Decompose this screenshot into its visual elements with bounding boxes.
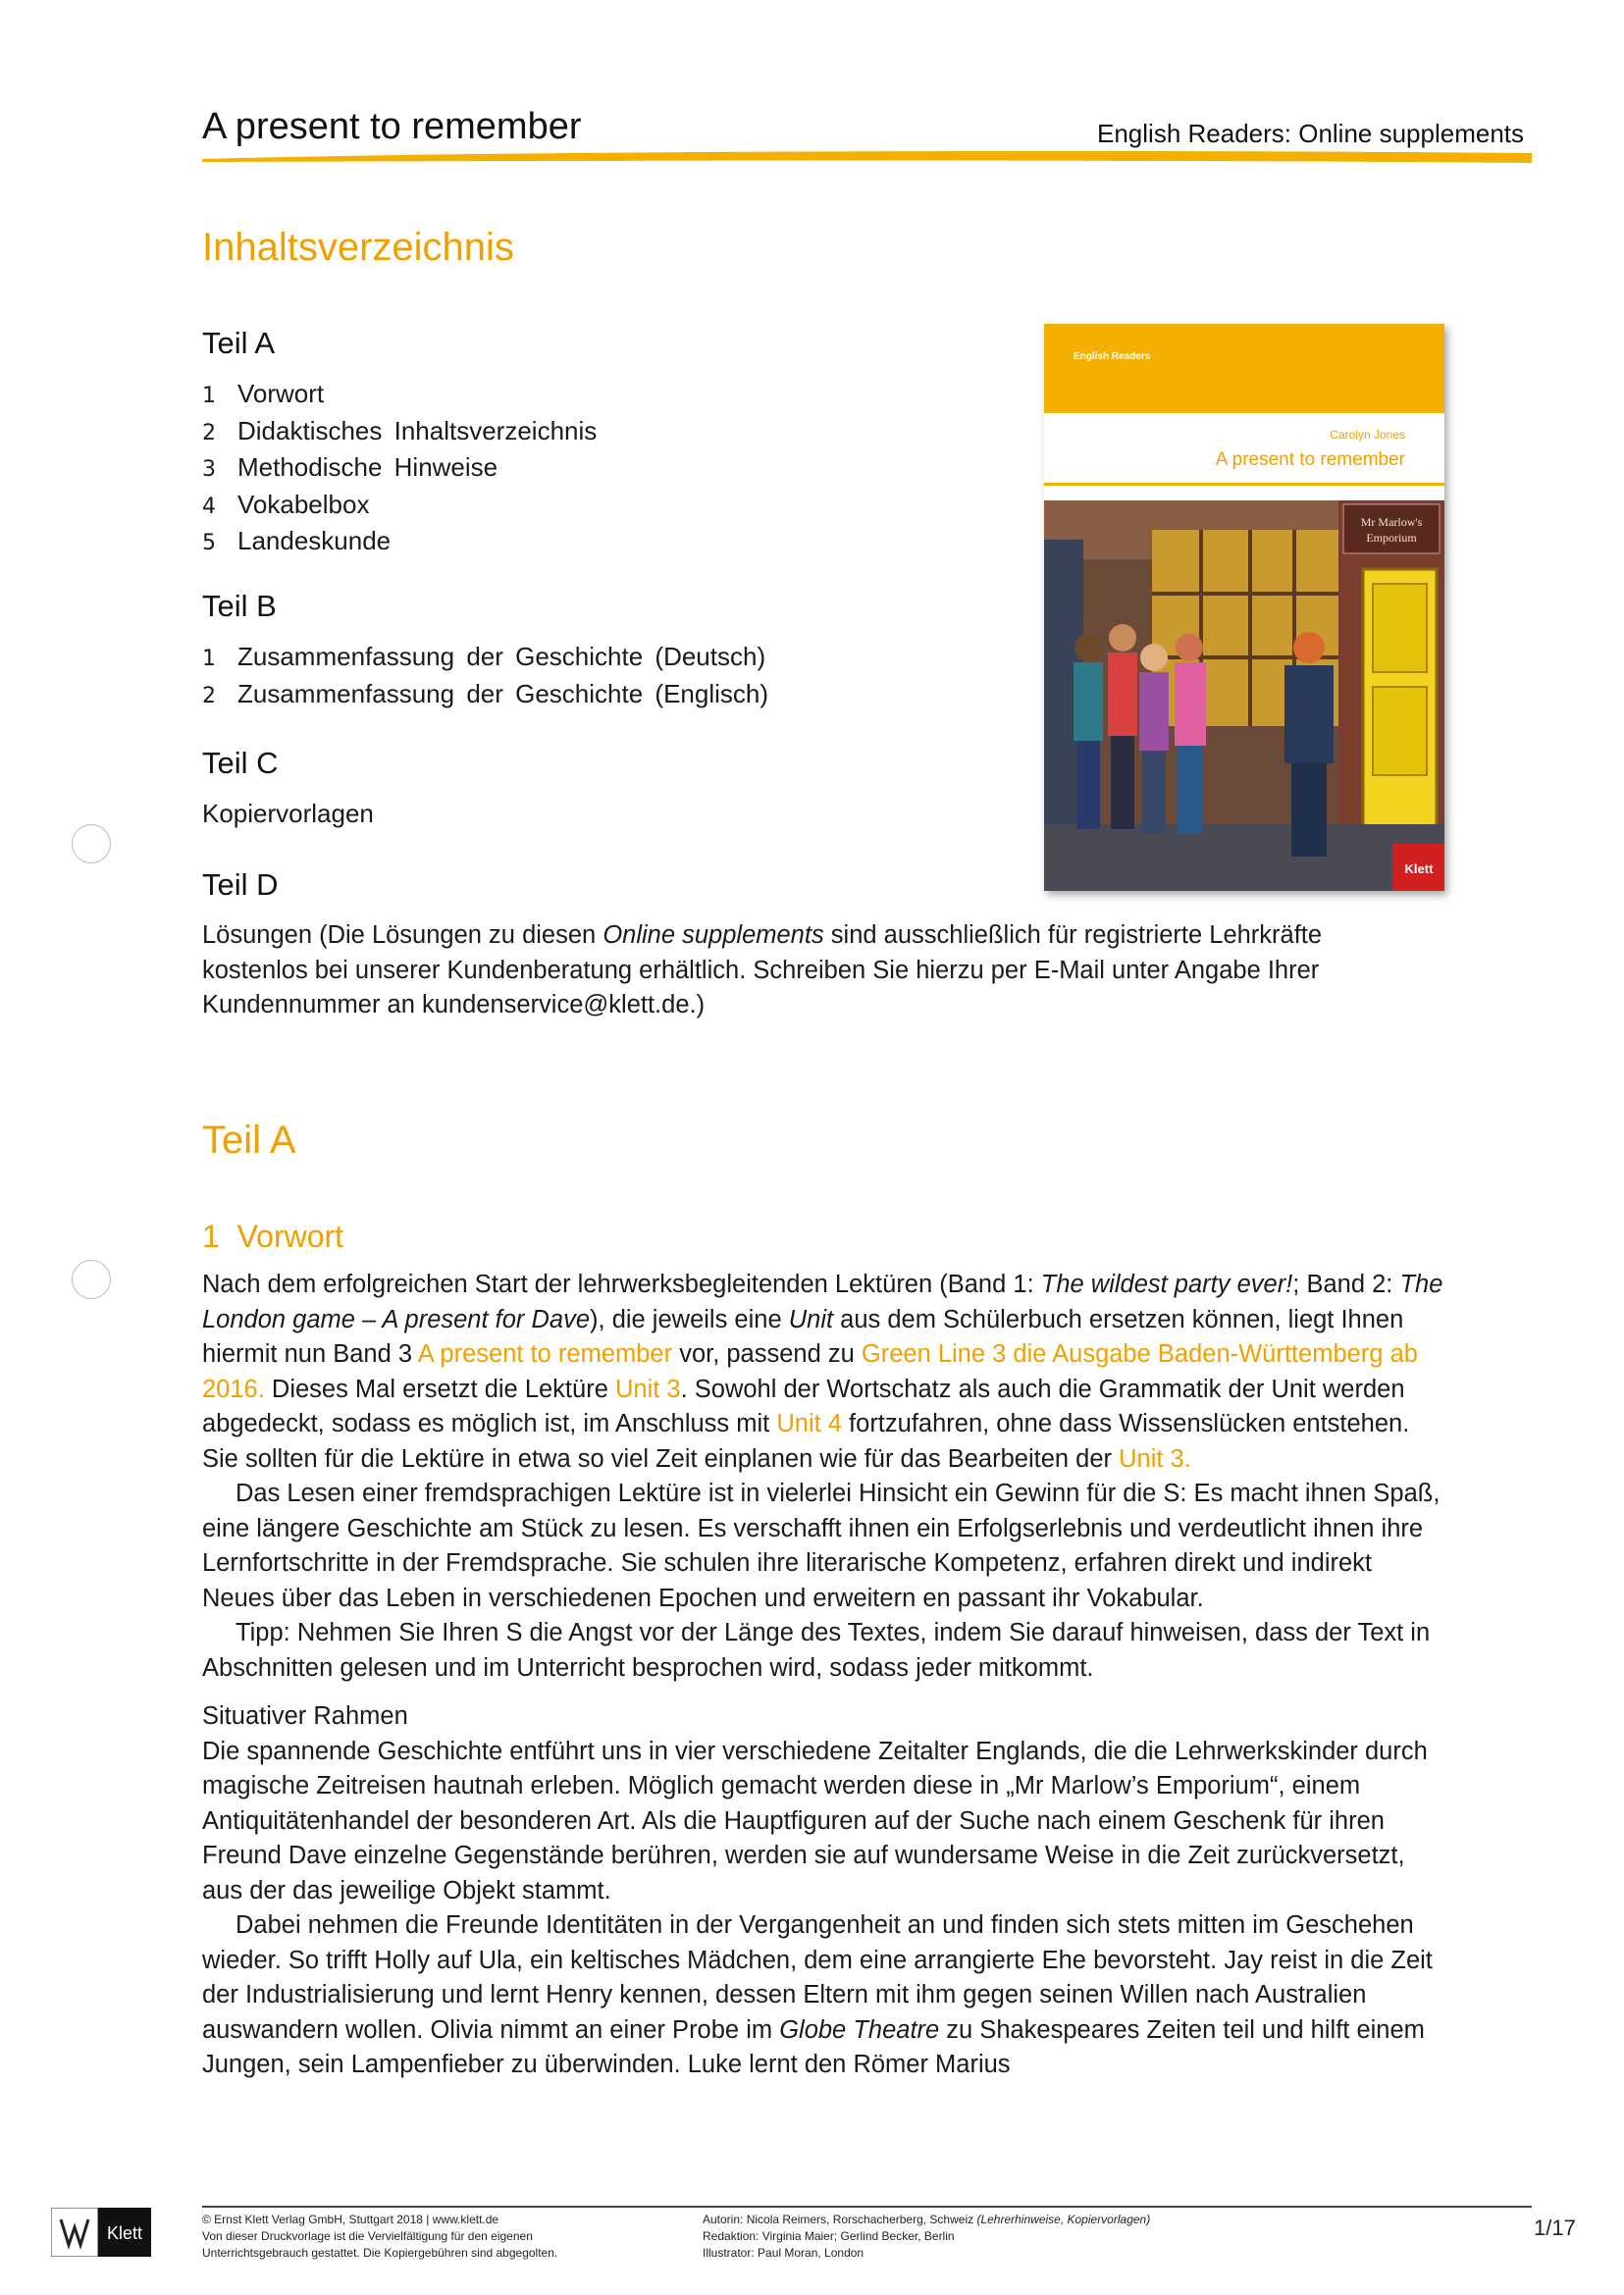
italic-run: (Lehrerhinweise, Kopiervorlagen): [976, 2213, 1151, 2226]
highlight-run: Unit 3: [614, 1375, 681, 1403]
footer-copy-note: Von dieser Druckvorlage ist die Vervielfältigung für den eigenen: [202, 2229, 533, 2243]
text-run: sind ausschließlich für registrierte Lehrkräfte kostenlos bei unserer Kundenberatung erhältlich. Schreiben Sie hierzu per E-Mail unter Angabe Ihrer Kundennummer an kundenservice@klett.de.): [202, 921, 1323, 1018]
toc-item-label: Vokabelbox: [237, 489, 370, 519]
subsection-title: Vorwort: [236, 1219, 344, 1254]
subsection-heading: [202, 1219, 343, 1255]
text-run: Dabei nehmen die Freunde Identitäten in der Vergangenheit an und finden sich stets mitten im Geschehen wieder. So trifft Holly auf Ula, ein keltisches Mädchen, dem eine arrangierte Ehe bevorsteht. Jay reist in die Zeit der Industrialisierung und lernt Henry kennen, dessen Eltern mit ihm gegen seinen Willen nach Australien auswandern wollen. Olivia nimmt an einer Probe im: [202, 1911, 1433, 2044]
footer-copyright-block: [202, 2212, 557, 2262]
paragraph: [202, 1268, 1448, 1477]
footer-copy-note: Unterrichtsgebrauch gestattet. Die Kopiergebühren sind abgegolten.: [202, 2246, 558, 2260]
svg-text:Mr Marlow's: Mr Marlow's: [1360, 515, 1423, 529]
italic-run: Online supplements: [602, 921, 824, 949]
footer-copyright: © Ernst Klett Verlag GmbH, Stuttgart 2018 | www.klett.de: [202, 2213, 499, 2226]
footer-rule: [202, 2206, 1532, 2208]
footer-credits-block: [703, 2212, 1150, 2262]
toc-teil-b-label: Teil B: [202, 589, 277, 623]
italic-run: The London game – A present for Dave: [202, 1271, 1443, 1333]
toc-item-num: 1: [202, 384, 216, 408]
klett-logo: [51, 2208, 151, 2257]
toc-teil-a-label: Teil A: [202, 326, 276, 360]
section-heading-teil-a: Teil A: [202, 1119, 296, 1162]
text-run: ), die jeweils eine: [590, 1305, 789, 1333]
text-run: . Sowohl der Wortschatz als auch die Grammatik der Unit werden abgedeckt, sodass es möglich ist, im Anschluss mit: [202, 1375, 1405, 1437]
italic-run: Unit: [788, 1305, 834, 1333]
subsection-number: 1: [202, 1219, 220, 1254]
cover-title: A present to remember: [1215, 449, 1405, 470]
series-label: English Readers: Online supplements: [1097, 119, 1525, 148]
cover-top-band: [1044, 324, 1444, 413]
punch-hole-mark: [72, 1260, 111, 1299]
paragraph: [202, 1908, 1448, 2083]
text-run: zu Shakespeares Zeiten teil und hilft einem Jungen, sein Lampenfieber zu überwinden. Luke lernt den Römer Marius: [202, 2015, 1425, 2078]
cover-publisher: Klett: [1404, 861, 1434, 876]
toc-item-label: Zusammenfassung der Geschichte (Deutsch): [237, 642, 766, 671]
highlight-run: Unit 4: [776, 1410, 842, 1437]
footer-editor: Redaktion: Virginia Maier; Gerlind Becker, Berlin: [703, 2229, 955, 2243]
toc-item-label: Vorwort: [237, 379, 325, 408]
cover-separator: [1044, 483, 1444, 486]
text-run: fortzufahren, ohne dass Wissenslücken entstehen. Sie sollten für die Lektüre in etwa so viel Zeit einplanen wie für das Bearbeiten der: [202, 1410, 1410, 1473]
paragraph: Tipp: Nehmen Sie Ihren S die Angst vor der Länge des Textes, indem Sie darauf hinweisen, dass der Text in Abschnitten gelesen und im Unterricht besprochen wird, sodass jeder mitkommt.: [202, 1619, 1431, 1682]
toc-item-num: 2: [202, 420, 216, 445]
highlight-run: Green Line 3 die Ausgabe Baden-Württemberg ab 2016.: [202, 1340, 1418, 1403]
toc-item: [202, 450, 597, 488]
highlight-run: Unit 3.: [1119, 1444, 1191, 1473]
page-number: 1/17: [1534, 2216, 1576, 2240]
toc-item: [202, 488, 597, 525]
toc-heading: Inhaltsverzeichnis: [202, 226, 514, 269]
document-title: A present to remember: [202, 106, 582, 147]
cover-series-label: English Readers: [1074, 351, 1151, 362]
text-run: Lösungen (Die Lösungen zu diesen: [202, 921, 603, 949]
text-run: Autorin: Nicola Reimers, Rorschacherberg, Schweiz: [703, 2213, 977, 2226]
toc-item-num: 4: [202, 494, 216, 519]
text-run: vor, passend zu: [672, 1340, 862, 1368]
paragraph: Das Lesen einer fremdsprachigen Lektüre ist in vielerlei Hinsicht ein Gewinn für die S: Es macht ihnen Spaß, eine längere Geschichte am Stück zu lesen. Es verschafft ihnen ein Erfolgserlebnis und verdeutlicht ihnen ihre Lernfortschritte in der Fremdsprache. Sie schulen ihre literarische Kompetenz, erfahren direkt und indirekt Neues über das Leben in verschiedenen Epochen und erweitern en passant ihr Vokabular.: [202, 1480, 1441, 1612]
italic-run: Globe Theatre: [779, 2015, 940, 2044]
punch-hole-mark: [72, 824, 111, 863]
svg-text:Emporium: Emporium: [1366, 531, 1417, 545]
toc-item: [202, 640, 768, 677]
toc-teil-c-label: Teil C: [202, 746, 279, 780]
logo-text: Klett: [106, 2223, 143, 2243]
toc-item: [202, 414, 597, 451]
text-run: Dieses Mal ersetzt die Lektüre: [264, 1375, 615, 1403]
toc-item: [202, 677, 768, 714]
toc-item-label: Didaktisches Inhaltsverzeichnis: [237, 415, 598, 445]
subheading-situativer-rahmen: Situativer Rahmen: [202, 1702, 408, 1730]
header-swoosh-rule: [202, 147, 1532, 165]
toc-teil-b-list: [202, 640, 768, 713]
toc-item-num: 2: [202, 683, 216, 708]
toc-teil-d-label: Teil D: [202, 867, 279, 902]
toc-item-label: Landeskunde: [237, 526, 392, 555]
highlight-run: A present to remember: [417, 1340, 673, 1368]
toc-item-num: 3: [202, 457, 216, 482]
cover-illustration: [1044, 500, 1444, 891]
book-cover-image: [1044, 324, 1444, 891]
toc-item-num: 5: [202, 531, 216, 555]
toc-item-label: Methodische Hinweise: [237, 452, 498, 482]
text-run: Nach dem erfolgreichen Start der lehrwerksbegleitenden Lektüren (Band 1:: [202, 1271, 1041, 1298]
italic-run: The wildest party ever!: [1040, 1271, 1293, 1298]
toc-item: [202, 377, 597, 414]
footer-author: [703, 2212, 1150, 2228]
toc-item: [202, 524, 597, 561]
toc-teil-a-list: [202, 377, 597, 561]
footer-illustrator: Illustrator: Paul Moran, London: [703, 2246, 864, 2260]
toc-teil-d-text: [202, 918, 1389, 1023]
vorwort-body: [202, 1268, 1448, 2083]
cover-author: Carolyn Jones: [1330, 428, 1405, 442]
text-run: ; Band 2:: [1292, 1271, 1400, 1298]
toc-teil-c-text: Kopiervorlagen: [202, 799, 374, 828]
toc-item-num: 1: [202, 647, 216, 671]
text-run: aus dem Schülerbuch ersetzen können, liegt Ihnen hiermit nun Band 3: [202, 1305, 1404, 1368]
paragraph: Die spannende Geschichte entführt uns in vier verschiedene Zeitalter Englands, die die Lehrwerkskinder durch magische Zeitreisen hautnah erleben. Möglich gemacht werden diese in „Mr Marlow’s Emporium“, einem Antiquitätenhandel der besonderen Art. Als die Hauptfiguren auf der Suche nach einem Geschenk für ihren Freund Dave einzelne Gegenstände berühren, werden sie auf wundersame Weise in die Zeit zurückversetzt, aus der das jeweilige Objekt stammt.: [202, 1737, 1428, 1904]
toc-item-label: Zusammenfassung der Geschichte (Englisch): [237, 678, 769, 708]
